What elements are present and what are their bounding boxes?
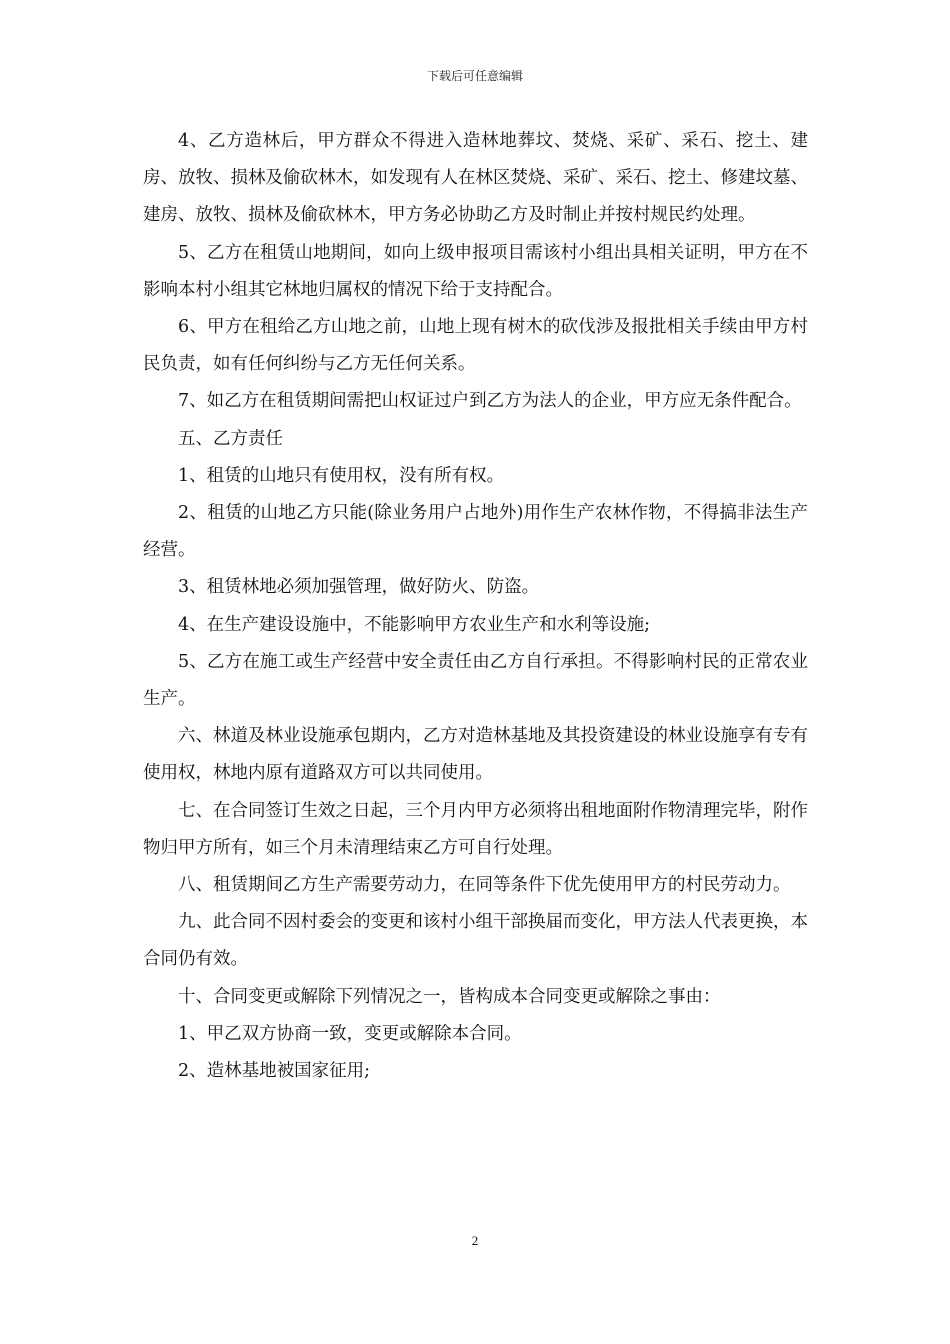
- section-5-heading: 五、乙方责任: [178, 428, 283, 449]
- clause-6-tree-felling: 6、甲方在租给乙方山地之前，山地上现有树木的砍伐涉及报批相关手续由甲方村民负责，如有任何纠纷与乙方无任何关系。: [143, 317, 808, 375]
- section-10-heading: 十、合同变更或解除下列情况之一，皆构成本合同变更或解除之事由：: [178, 986, 721, 1007]
- section-5-item-5: 5、乙方在施工或生产经营中安全责任由乙方自行承担。不得影响村民的正常农业生产。: [143, 651, 808, 710]
- section-8-labor: 八、租赁期间乙方生产需要劳动力，在同等条件下优先使用甲方的村民劳动力。: [178, 875, 791, 896]
- clause-5-certification: 5、乙方在租赁山地期间，如向上级申报项目需该村小组出具相关证明，甲方在不影响本村小组其它林地归属权的情况下给于支持配合。: [143, 242, 808, 300]
- document-body: [143, 123, 808, 1090]
- section-6-forest-roads: 六、林道及林业设施承包期内，乙方对造林基地及其投资建设的林业设施享有专有使用权，林地内原有道路双方可以共同使用。: [143, 726, 808, 784]
- section-5-item-1: 1、租赁的山地只有使用权，没有所有权。: [178, 465, 505, 486]
- section-5-item-2: 2、租赁的山地乙方只能(除业务用户占地外)用作生产农林作物，不得搞非法生产经营。: [143, 503, 808, 561]
- section-7-land-clearing: 七、在合同签订生效之日起，三个月内甲方必须将出租地面附作物清理完毕，附作物归甲方所有，如三个月未清理结束乙方可自行处理。: [143, 800, 808, 858]
- page-number: 2: [471, 1233, 479, 1248]
- section-5-item-3: 3、租赁林地必须加强管理，做好防火、防盗。: [178, 577, 540, 598]
- clause-4-afforestation: 4、乙方造林后，甲方群众不得进入造林地葬坟、焚烧、采矿、采石、挖土、建房、放牧、损林及偷砍林木，如发现有人在林区焚烧、采矿、采石、挖土、修建坟墓、建房、放牧、损林及偷砍林木，甲方务必协助乙方及时制止并按村规民约处理。: [143, 131, 808, 226]
- section-9-validity: 九、此合同不因村委会的变更和该村小组干部换届而变化，甲方法人代表更换，本合同仍有效。: [143, 912, 808, 970]
- clause-7-title-transfer: 7、如乙方在租赁期间需把山权证过户到乙方为法人的企业，甲方应无条件配合。: [178, 391, 802, 412]
- section-5-item-4: 4、在生产建设设施中，不能影响甲方农业生产和水利等设施;: [178, 614, 651, 635]
- page-header: 下载后可任意编辑: [426, 69, 523, 83]
- section-10-item-1: 1、甲乙双方协商一致，变更或解除本合同。: [178, 1023, 522, 1044]
- section-10-item-2: 2、造林基地被国家征用;: [178, 1061, 371, 1082]
